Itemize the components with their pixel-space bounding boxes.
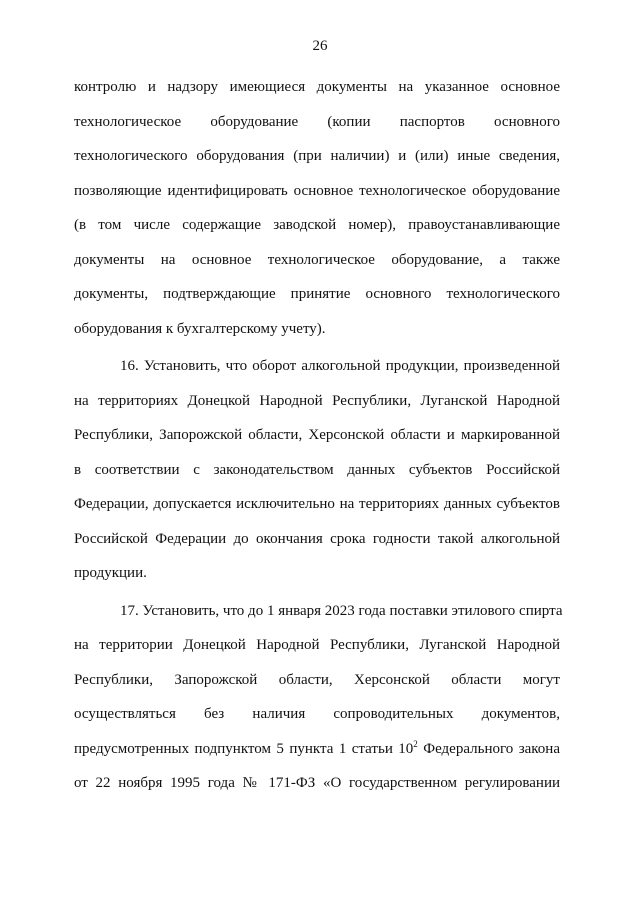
text-segment: Федерального закона	[417, 740, 560, 757]
text-line: технологического оборудования (при наличии) и (или) иные сведения,	[74, 148, 560, 164]
text-line: осуществляться без наличия сопроводительных документов,	[74, 706, 560, 722]
text-line: (в том числе содержащие заводской номер), правоустанавливающие	[74, 217, 560, 233]
text-line: Республики, Запорожской области, Херсонской области и маркированной	[74, 427, 560, 443]
text-line: в соответствии с законодательством данных субъектов Российской	[74, 461, 560, 478]
superscript: 2	[413, 738, 418, 749]
text-line: на территориях Донецкой Народной Республики, Луганской Народной	[74, 392, 560, 409]
text-line: Федерации, допускается исключительно на территориях данных субъектов	[74, 496, 560, 512]
document-body	[74, 70, 563, 801]
text-line: технологическое оборудование (копии паспортов основного	[74, 113, 560, 130]
text-segment: предусмотренных подпунктом 5 пункта 1 статьи 10	[74, 740, 414, 757]
text-line: 17. Установить, что до 1 января 2023 года поставки этилового спирта	[120, 602, 563, 619]
text-line: на территории Донецкой Народной Республики, Луганской Народной	[74, 637, 560, 653]
text-line: контролю и надзору имеющиеся документы на указанное основное	[74, 79, 560, 95]
text-line: документы, подтверждающие принятие основного технологического	[74, 286, 560, 302]
text-line: Российской Федерации до окончания срока годности такой алкогольной	[74, 530, 560, 547]
text-line: Республики, Запорожской области, Херсонской области могут	[74, 671, 560, 688]
text-line: оборудования к бухгалтерскому учету).	[74, 320, 326, 337]
text-line-with-superscript	[74, 732, 560, 767]
text-line: от 22 ноября 1995 года № 171-ФЗ «О государственном регулировании	[74, 775, 560, 791]
paragraph-16	[74, 349, 560, 591]
paragraph-continuation	[74, 70, 560, 346]
page-number: 26	[312, 38, 328, 54]
text-line: документы на основное технологическое оборудование, а также	[74, 251, 560, 268]
text-line: позволяющие идентифицировать основное технологическое оборудование	[74, 182, 560, 199]
text-line: 16. Установить, что оборот алкогольной продукции, произведенной	[120, 358, 560, 374]
text-line: продукции.	[74, 565, 147, 581]
paragraph-17	[74, 594, 563, 801]
